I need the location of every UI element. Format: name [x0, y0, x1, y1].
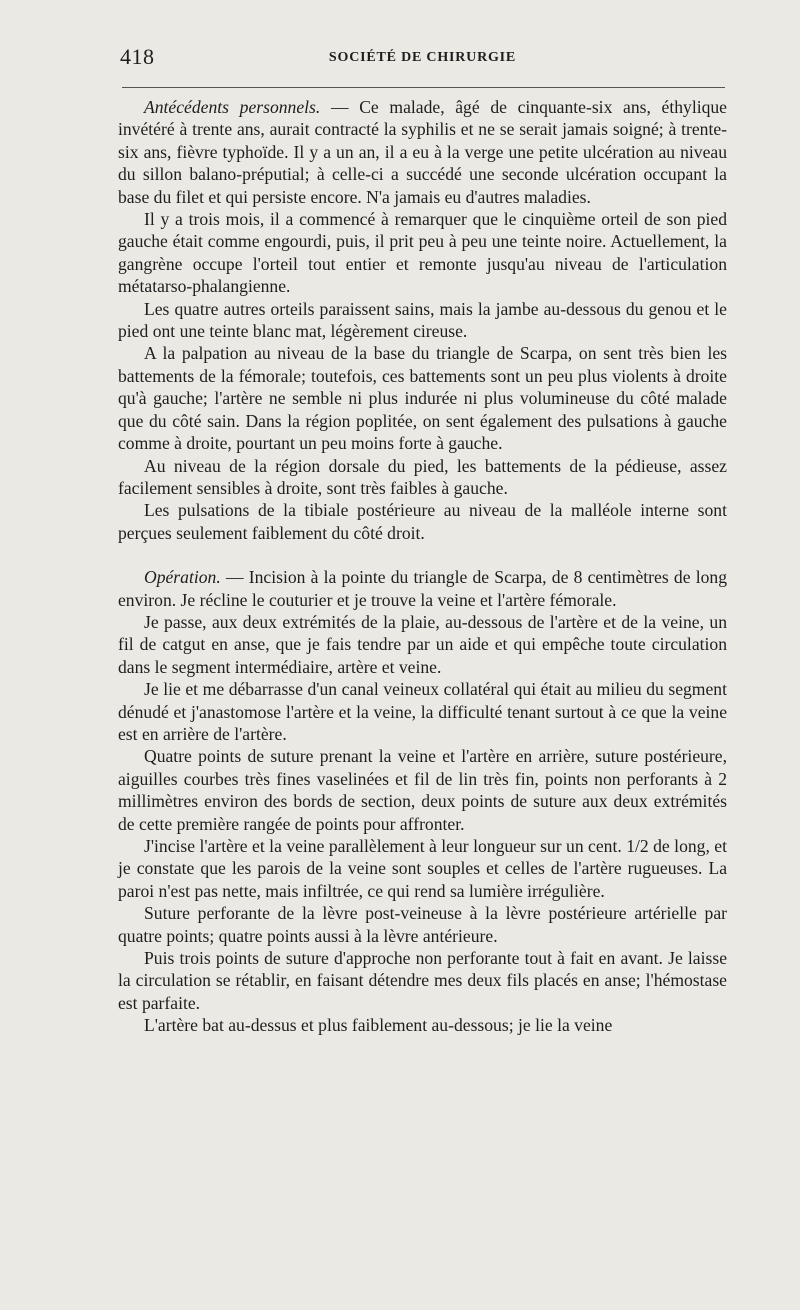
paragraph-lead: Antécédents personnels. — [144, 97, 321, 117]
paragraph-text: Je passe, aux deux extrémités de la plaie, au-dessous de l'artère et de la veine, un fil de catgut en anse, que je fais tendre par un aide et qui empêche toute circulation dans le segment intermédiaire, artère et veine. — [118, 611, 727, 677]
paragraph-text: Puis trois points de suture d'approche non perforante tout à fait en avant. Je laisse la circulation se rétablir, en faisant détendre mes deux fils placés en anse; l'hémostase est parfaite. — [118, 948, 727, 1013]
paragraph-text: L'artère bat au-dessus et plus faiblement au-dessous; je lie la veine — [144, 1015, 613, 1036]
paragraph — [118, 455, 727, 500]
paragraph — [118, 678, 727, 745]
paragraph-text: A la palpation au niveau de la base du triangle de Scarpa, on sent très bien les battements de la fémorale; toutefois, ces battements sont un peu plus violents à droite qu'à gauche; l'artère ne semble ni plus indurée ni plus volumineuse du côté malade que du côté sain. Dans la région poplitée, on sent également des pulsations à gauche comme à droite, pourtant un peu moins forte à gauche. — [118, 343, 727, 454]
body-text — [118, 96, 727, 1037]
paragraph — [118, 96, 727, 208]
paragraph-text: Je lie et me débarrasse d'un canal veineux collatéral qui était au milieu du segment dénudé et j'anastomose l'artère et la veine, la difficulté tenant surtout à ce que la veine est en arrière de l'artère. — [118, 679, 727, 744]
paragraph-text: Suture perforante de la lèvre post-veineuse à la lèvre postérieure artérielle par quatre points; quatre points aussi à la lèvre antérieure. — [118, 903, 727, 946]
paragraph — [118, 298, 727, 343]
paragraph-text: — Ce malade, âgé de cinquante-six ans, éthylique invétéré à trente ans, aurait contracté la syphilis et ne se serait jamais soigné; à trente-six ans, fièvre typhoïde. Il y a un an, il a eu à la verge une petite ulcération au niveau du sillon balano-préputial; à celle-ci a succédé une seconde ulcération occupant la base du filet et qui persiste encore. N'a jamais eu d'autres maladies. — [118, 97, 727, 207]
header-rule — [122, 87, 725, 88]
paragraph — [118, 566, 727, 611]
page-header — [120, 44, 725, 74]
paragraph — [118, 835, 727, 902]
paragraph-lead: Opération. — [144, 567, 221, 588]
paragraph — [118, 947, 727, 1014]
page-number: 418 — [120, 44, 155, 69]
paragraph — [118, 208, 727, 298]
paragraph-text: — Incision à la pointe du triangle de Scarpa, de 8 centimètres de long environ. Je récline le couturier et je trouve la veine et l'artère fémorale. — [118, 567, 727, 610]
paragraph-text: Il y a trois mois, il a commencé à remarquer que le cinquième orteil de son pied gauche était comme engourdi, puis, il prit peu à peu une teinte noire. Actuellement, la gangrène occupe l'orteil tout entier et remonte jusqu'au niveau de l'articulation métatarso-phalangienne. — [118, 209, 727, 297]
paragraph-text: Les quatre autres orteils paraissent sains, mais la jambe au-dessous du genou et le pied ont une teinte blanc mat, légèrement cireuse. — [118, 298, 727, 342]
running-title: SOCIÉTÉ DE CHIRURGIE — [328, 50, 517, 65]
paragraph-text: Quatre points de suture prenant la veine et l'artère en arrière, suture postérieure, aiguilles courbes très fines vaselinées et fil de lin très fin, points non perforants à 2 millimètres environ des bords de section, deux points de suture aux deux extrémités de cette première rangée de points pour affronter. — [118, 746, 727, 834]
paragraph — [118, 611, 727, 678]
paragraph-text: J'incise l'artère et la veine parallèlement à leur longueur sur un cent. 1/2 de long, et je constate que les parois de la veine sont souples et celles de l'artère rugueuses. La paroi n'est pas nette, mais infiltrée, ce qui rend sa lumière irrégulière. — [118, 836, 727, 901]
paragraph-text: Les pulsations de la tibiale postérieure au niveau de la malléole interne sont perçues seulement faiblement du côté droit. — [118, 500, 727, 543]
paragraph — [118, 745, 727, 835]
paragraph-text: Au niveau de la région dorsale du pied, les battements de la pédieuse, assez facilement sensibles à droite, sont très faibles à gauche. — [118, 455, 727, 498]
paragraph — [118, 342, 727, 454]
paragraph — [118, 499, 727, 544]
paragraph — [118, 902, 727, 947]
paragraph — [118, 1014, 727, 1036]
